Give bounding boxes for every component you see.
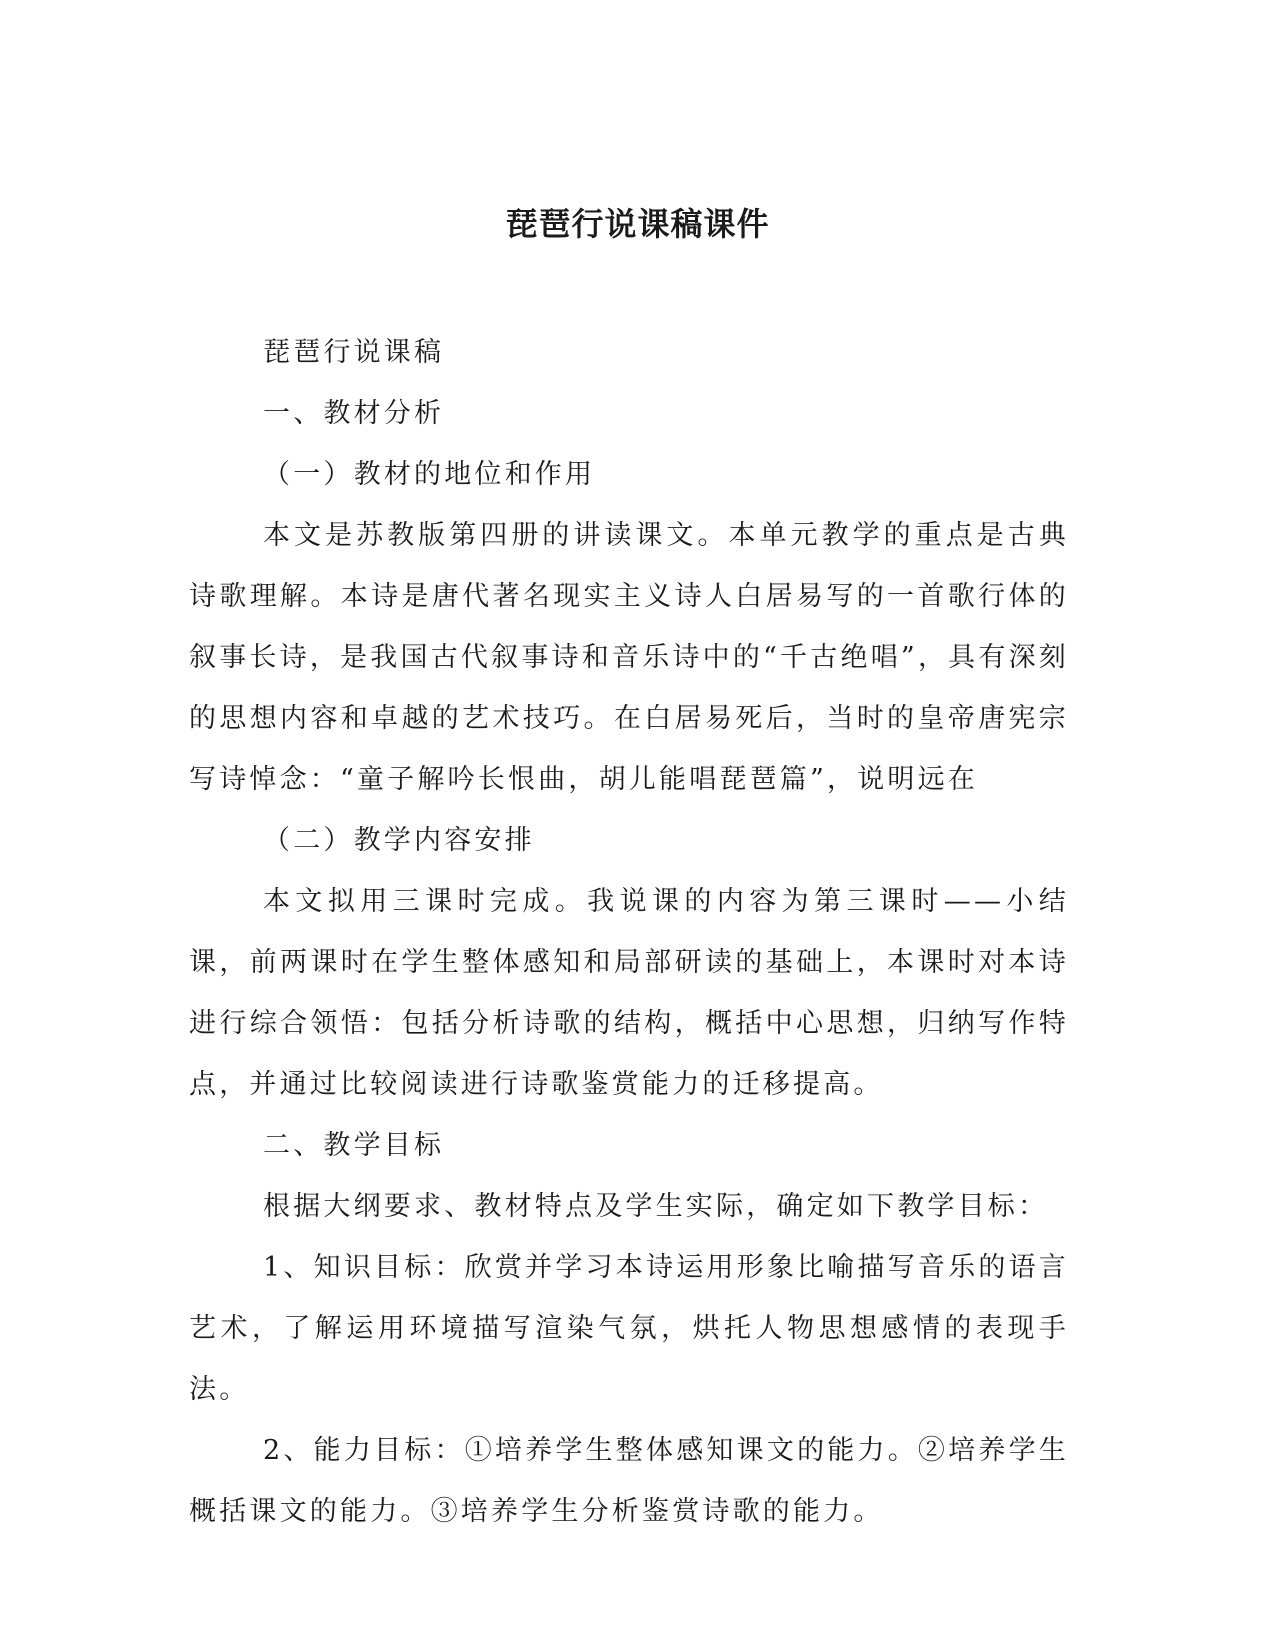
heading-teaching-goals: 二、教学目标 <box>263 1130 445 1161</box>
document-body <box>189 322 1069 1542</box>
document-title: 琵琶行说课稿课件 <box>505 205 770 243</box>
subheading-content-arrangement: （二）教学内容安排 <box>263 825 535 856</box>
heading-textbook-analysis: 一、教材分析 <box>263 398 445 429</box>
paragraph-knowledge-goal: 1、知识目标：欣赏并学习本诗运用形象比喻描写音乐的语言艺术，了解运用环境描写渲染气氛，烘托人物思想感情的表现手法。 <box>189 1252 1069 1405</box>
paragraph-text-intro: 本文是苏教版第四册的讲读课文。本单元教学的重点是古典诗歌理解。本诗是唐代著名现实主义诗人白居易写的一首歌行体的叙事长诗，是我国古代叙事诗和音乐诗中的“千古绝唱”，具有深刻的思想内容和卓越的艺术技巧。在白居易死后，当时的皇帝唐宪宗写诗悼念：“童子解吟长恨曲，胡儿能唱琵琶篇”，说明远在 <box>189 520 1069 795</box>
subheading-status-and-role: （一）教材的地位和作用 <box>263 459 596 490</box>
paragraph-lesson-plan: 本文拟用三课时完成。我说课的内容为第三课时——小结课，前两课时在学生整体感知和局部研读的基础上，本课时对本诗进行综合领悟：包括分析诗歌的结构，概括中心思想，归纳写作特点，并通过比较阅读进行诗歌鉴赏能力的迁移提高。 <box>189 886 1069 1100</box>
paragraph-ability-goal: 2、能力目标：①培养学生整体感知课文的能力。②培养学生概括课文的能力。③培养学生分析鉴赏诗歌的能力。 <box>189 1435 1069 1527</box>
paragraph-goals-intro: 根据大纲要求、教材特点及学生实际，确定如下教学目标： <box>263 1191 1049 1222</box>
paragraph-subtitle: 琵琶行说课稿 <box>263 337 445 368</box>
